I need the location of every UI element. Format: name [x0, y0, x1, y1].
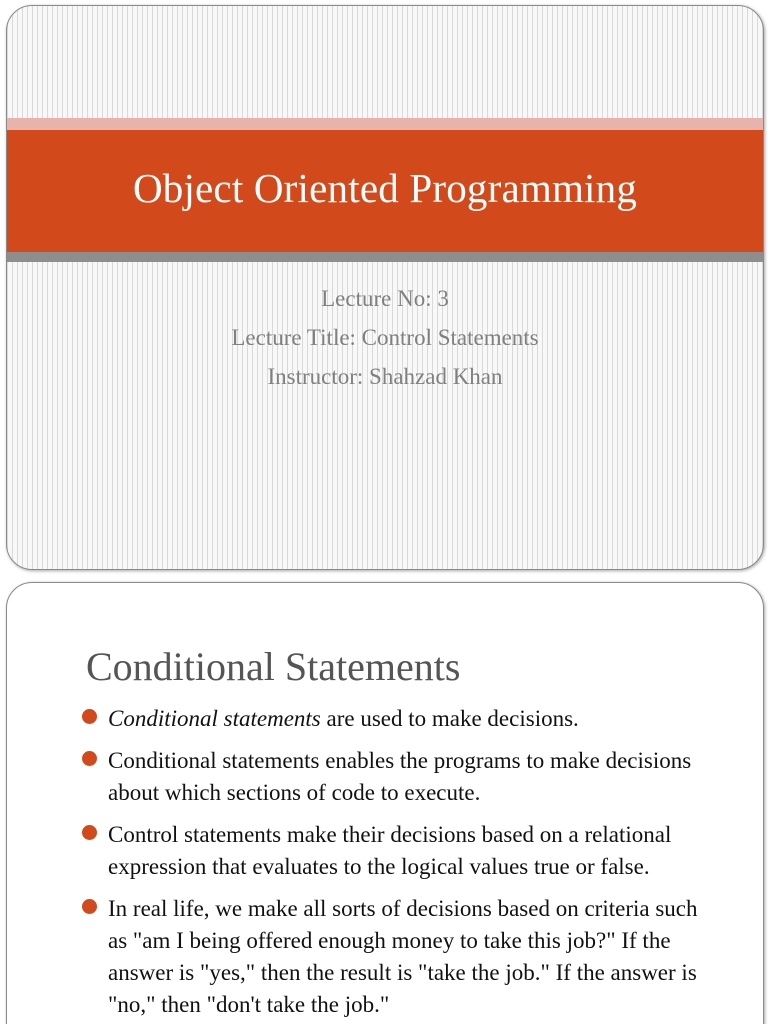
bullet-text: are used to make decisions.: [320, 706, 579, 731]
bullet-dot-icon: [82, 899, 97, 914]
bullet-item: [78, 819, 718, 883]
title-top-stripe: [7, 118, 763, 130]
bullet-text: Conditional statements enables the programs to make decisions about which sections of code to execute.: [108, 748, 692, 805]
content-slide-title: Conditional Statements: [86, 644, 461, 689]
bullet-item: [78, 893, 718, 1021]
bullet-dot-icon: [82, 751, 97, 766]
instructor: Instructor: Shahzad Khan: [267, 364, 503, 389]
bullet-dot-icon: [82, 709, 97, 724]
bullet-italic-text: Conditional statements: [108, 706, 321, 731]
slide-subtitle: [7, 279, 763, 396]
bullet-list: [78, 703, 718, 1024]
title-slide: [6, 5, 764, 570]
bullet-dot-icon: [82, 825, 97, 840]
slide-title: Object Oriented Programming: [132, 165, 638, 211]
bullet-item: [78, 703, 718, 735]
title-bottom-stripe: [7, 252, 763, 262]
lecture-number: Lecture No: 3: [321, 286, 449, 311]
content-slide: [6, 582, 764, 1024]
bullet-text: In real life, we make all sorts of decisions based on criteria such as "am I being offered enough money to take this job?" If the answer is "yes," then the result is "take the job." If the answer is "no," then "don't take the job.": [108, 896, 698, 1017]
title-band: [7, 130, 763, 252]
bullet-text: Control statements make their decisions based on a relational expression that evaluates to the logical values true or false.: [108, 822, 672, 879]
bullet-item: [78, 745, 718, 809]
lecture-title: Lecture Title: Control Statements: [231, 325, 539, 350]
